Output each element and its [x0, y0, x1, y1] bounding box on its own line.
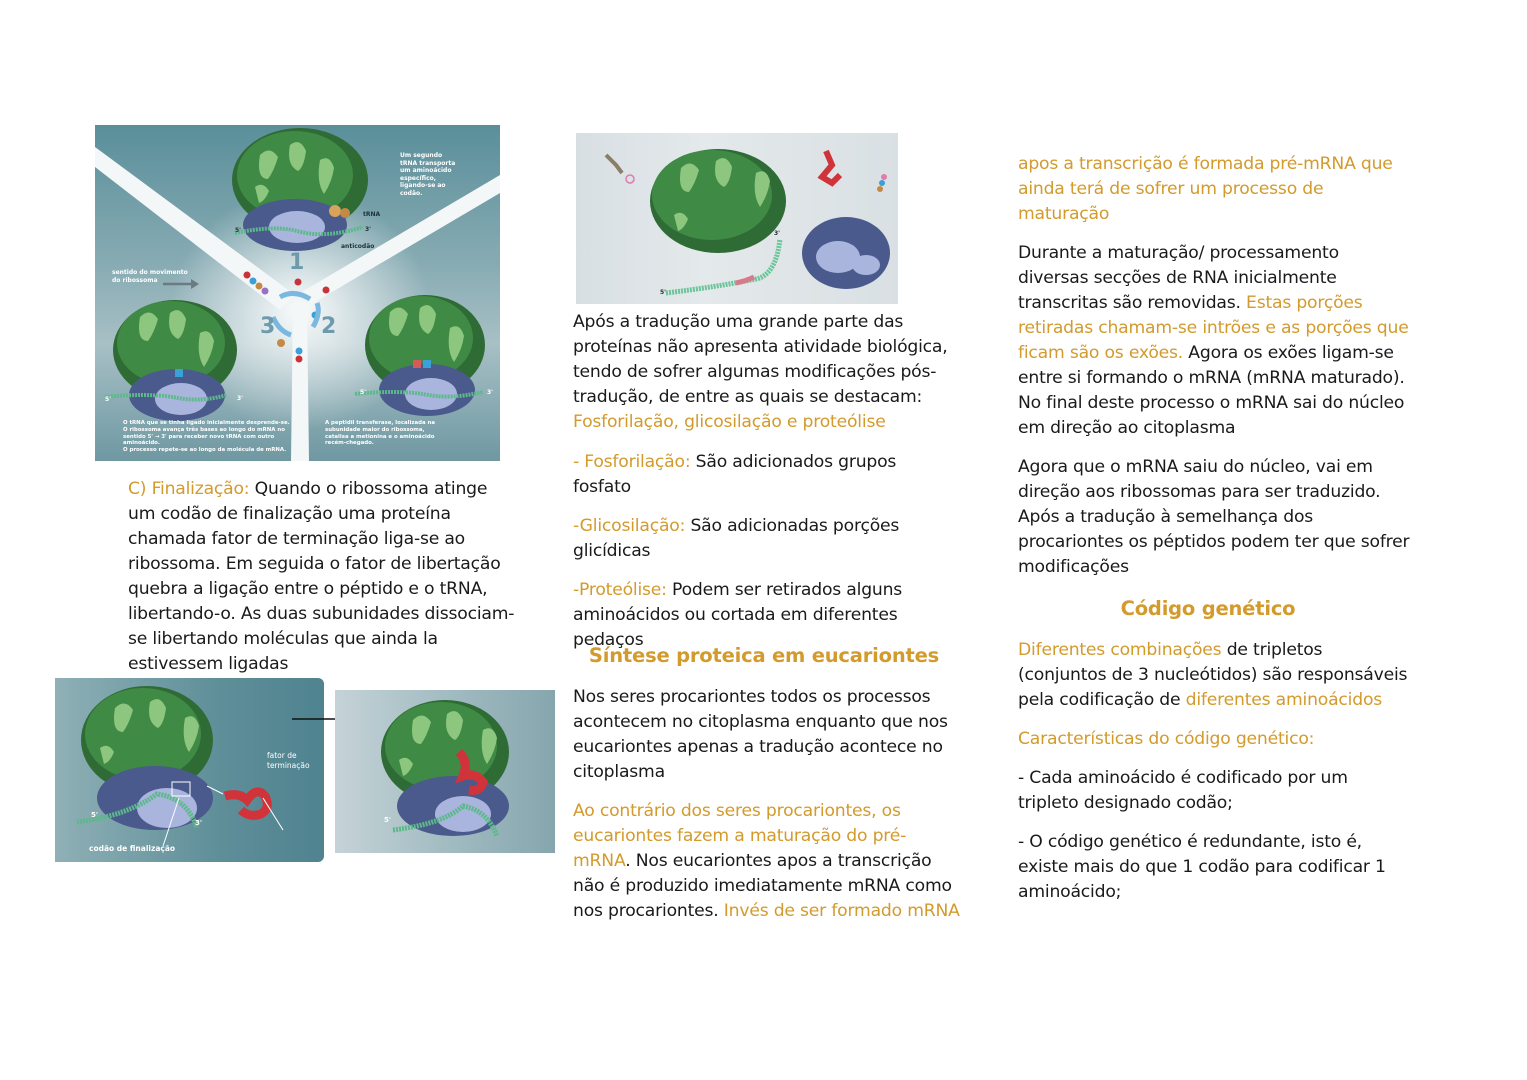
modification-item: [573, 450, 958, 500]
three-prime-label-top: 3': [365, 226, 372, 233]
anticodon-label: anticodão: [341, 243, 375, 250]
eukaryotic-paragraph-2-text: Nos eucariontes apos a transcrição não é produzido imediatamente mRNA como nos procariontes.: [573, 851, 952, 921]
period: .: [625, 851, 631, 871]
three-prime-label-right: 3': [487, 389, 494, 396]
modification-text: Podem ser retirados alguns aminoácidos ou cortada em diferentes pedaços: [573, 580, 903, 650]
maturation-section: [1018, 152, 1413, 594]
post-translation-intro: Após a tradução uma grande parte das proteínas não apresenta atividade biológica, tendo de sofrer algumas modificações pós-tradução, de entre as quais se destacam:: [573, 312, 948, 407]
maturation-continuation: apos a transcrição é formada pré-mRNA que ainda terá de sofrer um processo de maturação: [1018, 154, 1393, 224]
characteristic-item: - O código genético é redundante, isto é, existe mais do que 1 codão para codificar 1 aminoácido;: [1018, 832, 1386, 902]
trna-label: tRNA: [363, 211, 381, 218]
dissociated-components-illustration: [576, 133, 898, 304]
five-prime-label: 5': [660, 289, 667, 296]
stop-codon-label: codão de finalização: [89, 844, 176, 853]
five-prime-label-top: 5': [235, 227, 242, 234]
finalization-text: Quando o ribossoma atinge um codão de finalização uma proteína chamada fator de terminação liga-se ao ribossoma. Em seguida o fator de libertação quebra a ligação entre o péptido e o tRNA, libertando-o. As duas subunidades dissociam-se libertando moléculas que ainda la estivessem ligadas: [128, 479, 515, 674]
eukaryotic-paragraph-1: Nos seres procariontes todos os processos acontecem no citoplasma enquanto que nos eucariontes apenas a tradução acontece no citoplasma: [573, 687, 948, 782]
maturation-highlight: Ao contrário dos seres procariontes, os eucariontes fazem a maturação do pré-mRNA: [573, 801, 907, 871]
maturation-paragraph: [1018, 241, 1413, 441]
genetic-code-section: [1018, 638, 1413, 919]
second-trna-label: Um segundo tRNA transporta um aminoácido específico, ligando-se ao codão.: [400, 152, 456, 197]
characteristic-item: - Cada aminoácido é codificado por um tripleto designado codão;: [1018, 768, 1348, 813]
termination-factor-bound-figure: [335, 690, 555, 853]
three-prime-label: 3': [195, 819, 203, 827]
characteristics-title: Características do código genético:: [1018, 729, 1315, 749]
five-prime-label-left: 5': [105, 396, 112, 403]
step-number-1: 1: [289, 250, 305, 275]
ribosome-movement-label: sentido do movimento do ribossoma: [112, 269, 188, 284]
termination-factor-label: fator de terminação: [267, 751, 310, 770]
caption-left: O tRNA que se tinha ligado inicialmente desprende-se. O ribossoma avança três bases ao longo do mRNA no sentido 5' → 3' para receber novo tRNA com outro aminoácido. O processo repete-se ao longo da molécula de mRNA.: [123, 420, 290, 454]
combinations-highlight: Diferentes combinações: [1018, 640, 1222, 660]
modification-item: [573, 578, 958, 653]
termination-bound-illustration: [335, 690, 555, 853]
genetic-code-text: de tripletos (conjuntos de 3 nucleótidos) são responsáveis pela codificação de: [1018, 640, 1408, 710]
modification-label: -Glicosilação:: [573, 516, 686, 536]
eukaryotic-paragraph-2-tail: Invés de ser formado mRNA: [723, 901, 960, 921]
modification-text: São adicionadas porções glicídicas: [573, 516, 900, 561]
three-prime-label-left: 3': [237, 395, 244, 402]
amino-acids-highlight: diferentes aminoácidos: [1185, 690, 1383, 710]
eukaryotic-synthesis-section: [573, 685, 963, 938]
five-prime-label-right: 5': [360, 389, 367, 396]
step-number-3: 3: [260, 314, 276, 339]
introns-exons-highlight: Estas porções retiradas chamam-se intrões e as porções que ficam são os exões.: [1018, 293, 1409, 363]
five-prime-label: 5': [91, 811, 99, 819]
modification-label: -Proteólise:: [573, 580, 667, 600]
mrna-exit-paragraph: Agora que o mRNA saiu do núcleo, vai em direção aos ribossomas para ser traduzido. Após a tradução à semelhança dos procariontes os péptidos podem ter que sofrer modificações: [1018, 457, 1410, 577]
maturation-tail: Agora os exões ligam-se entre si formando o mRNA (mRNA maturado). No final deste processo o mRNA sai do núcleo em direção ao citoplasma: [1018, 343, 1405, 438]
three-prime-label: 3': [774, 230, 781, 237]
post-translation-section: [573, 310, 958, 667]
maturation-text: Durante a maturação/ processamento diversas secções de RNA inicialmente transcritas são removidas.: [1018, 243, 1339, 313]
genetic-code-paragraph: [1018, 638, 1413, 713]
dissociated-components-figure: [576, 133, 898, 304]
finalization-paragraph: [128, 477, 518, 691]
eukaryotic-paragraph-2: [573, 799, 963, 924]
modification-item: [573, 514, 958, 564]
step-number-2: 2: [321, 314, 337, 339]
section-heading-eukaryotic-synthesis: Síntese proteica em eucariontes: [588, 644, 940, 667]
modification-text: São adicionados grupos fosfato: [573, 452, 897, 497]
finalization-label: C) Finalização:: [128, 479, 250, 499]
modification-label: - Fosforilação:: [573, 452, 691, 472]
section-heading-genetic-code: Código genético: [1120, 597, 1296, 620]
termination-factor-binding-figure: [55, 678, 324, 862]
five-prime-label: 5': [384, 816, 392, 824]
caption-right: A peptidil transferase, localizada na subunidade maior do ribossoma, catalisa a metionina e o aminoácido recém-chegado.: [325, 420, 435, 447]
post-translation-highlight: Fosforilação, glicosilação e proteólise: [573, 412, 886, 432]
elongation-cycle-figure: [95, 125, 500, 461]
